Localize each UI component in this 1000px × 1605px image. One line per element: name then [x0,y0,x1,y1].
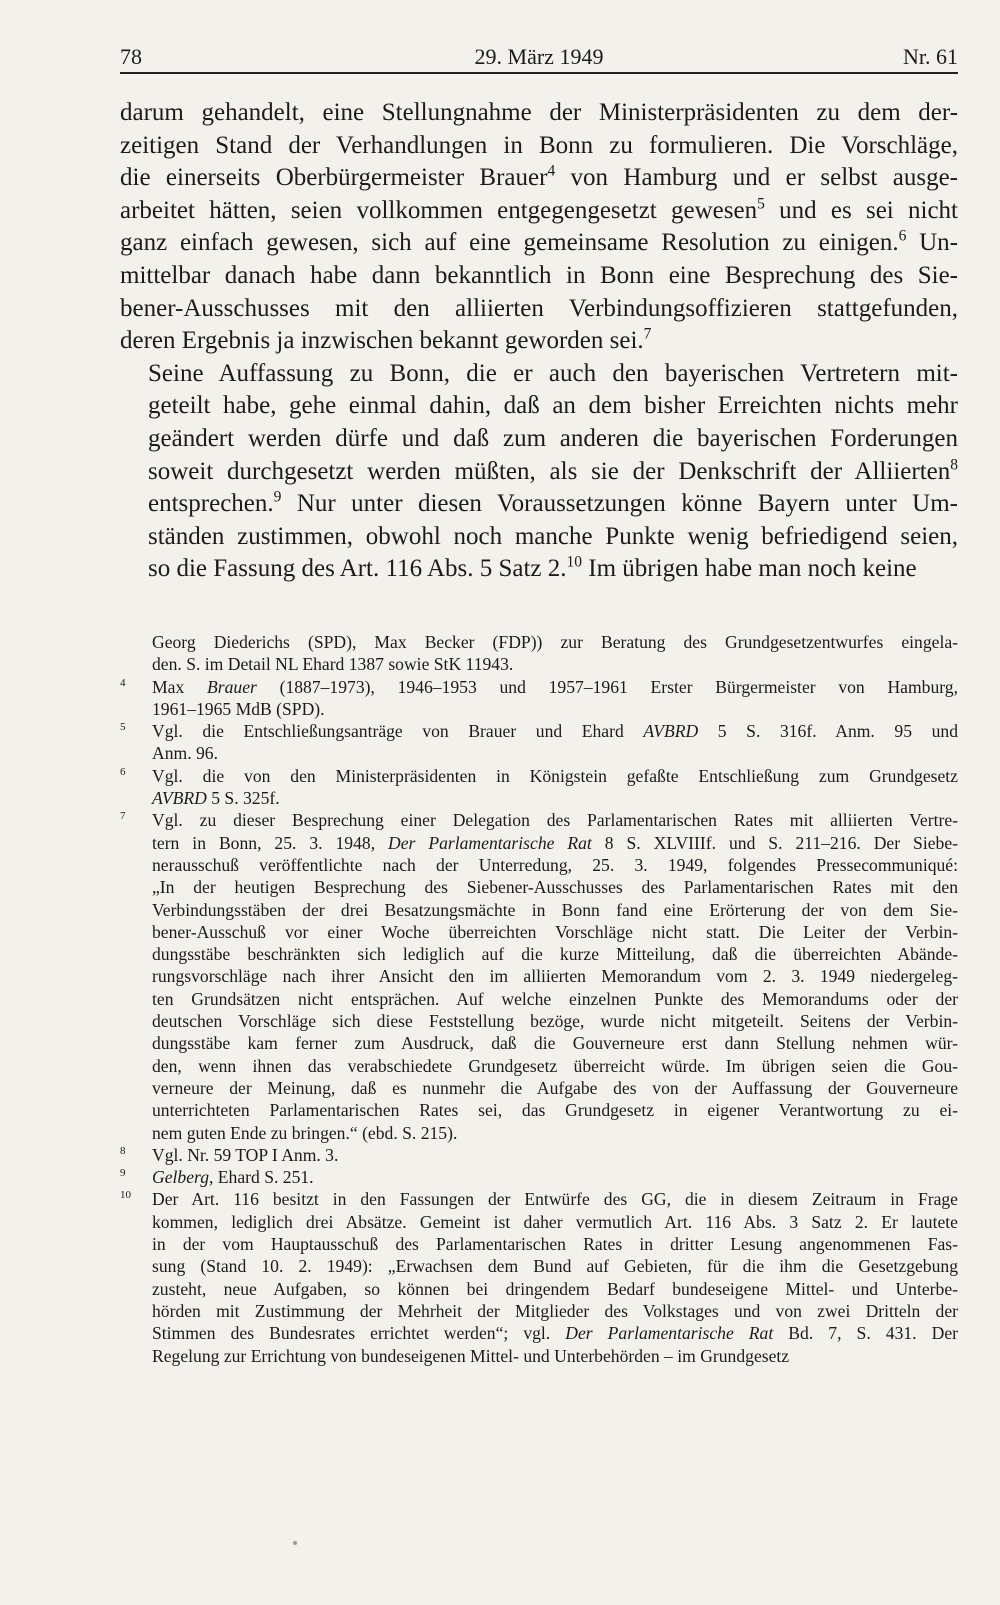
text-line: soweit durchgesetzt werden müßten, als sie der Denkschrift der Alliierten$^8$ [148,455,958,485]
italic-citation: AVBRD [152,788,207,809]
text-line: darum gehandelt, eine Stellungnahme der Ministerpräsidenten zu dem der- [120,99,958,126]
footnote-5 [120,720,958,765]
italic-citation: Der Parlamentarische Rat [388,832,592,853]
italic-citation: Der Parlamentarische Rat [565,1323,774,1344]
page-number: 78 [120,44,142,69]
header-date: 29. März 1949 [474,44,604,69]
footnote-line: deutschen Vorschläge sich diese Feststellung bezöge, wurde nicht mitgeteilt. Seitens der Verbin- [152,1011,958,1032]
text-line: ständen zustimmen, obwohl noch manche Punkte wenig befriedigend seien, [148,522,958,550]
footnote-line: rungsvorschläge nach ihrer Ansicht den im alliierten Memorandum vom 2. 3. 1949 niedergeleg- [152,966,958,987]
text-line: arbeitet hätten, seien vollkommen entgegengesetzt gewesen$^5$ und es sei nicht [120,195,958,224]
text-line: geteilt habe, gehe einmal dahin, daß an dem bisher Erreichten nichts mehr [148,392,958,420]
footnote-line: Gelberg, Ehard S. 251. [152,1167,314,1188]
footnote-line: unterrichteten Parlamentarischen Rates sei, das Grundgesetz in eigener Verantwortung zu ei- [152,1100,958,1121]
footnote-line: Vgl. die Entschließungsanträge von Brauer und Ehard AVBRD 5 S. 316f. Anm. 95 und [152,721,958,742]
footnote-line: verneure der Meinung, daß es nunmehr die Aufgabe des von der Auffassung der Gouverneure [152,1077,958,1098]
footnote-line: 1961–1965 MdB (SPD). [152,698,325,719]
italic-citation: AVBRD [643,721,699,742]
footnote-line: AVBRD 5 S. 325f. [152,788,280,809]
footnote-number: 10 [120,1189,131,1202]
footnote-line: Vgl. zu dieser Besprechung einer Delegation des Parlamentarischen Rates mit alliierten Vertre- [152,810,958,831]
footnote-number: 8 [120,1144,126,1157]
running-header [120,44,958,74]
footnote-10 [120,1188,958,1366]
paragraph-1 [120,97,958,358]
footnote-line: Anm. 96. [152,743,218,764]
footnote-8 [120,1144,958,1166]
text-line: mittelbar danach habe dann bekanntlich in Bonn eine Besprechung des Sie- [120,261,958,289]
text-line: deren Ergebnis ja inzwischen bekannt geworden sei.$^7$ [120,325,652,355]
footnote-line: sung (Stand 10. 2. 1949): „Erwachsen dem Bund auf Gebieten, für die ihm die Gesetzgebung [152,1256,958,1277]
footnote-line: den. S. im Detail NL Ehard 1387 sowie StK 11943. [152,654,514,675]
footnote-ref: 7 [643,325,652,343]
footnote-number: 5 [120,721,126,734]
footnote-line: Verbindungsstäben der drei Besatzungsmächte in Bonn fand eine Erörterung der von dem Sie- [152,899,958,920]
header-rule [120,72,958,74]
footnotes [120,631,958,1367]
paragraph-2 [120,358,958,586]
footnote-line: nem guten Ende zu bringen.“ (ebd. S. 215). [152,1122,458,1143]
footnote-line: hörden mit Zustimmung der Mehrheit der Mitglieder des Volkstages und von zwei Dritteln der [152,1300,958,1321]
footnote-4 [120,676,958,721]
text-line: die einerseits Oberbürgermeister Brauer$^4$ von Hamburg und er selbst ausge- [120,162,958,192]
footnote-line: Vgl. Nr. 59 TOP I Anm. 3. [152,1144,339,1165]
main-text [120,97,958,586]
footnote-line: kommen, lediglich drei Absätze. Gemeint ist daher vermutlich Art. 116 Abs. 3 Satz 2. Er lautete [152,1211,958,1232]
footnote-ref: 4 [547,162,556,180]
footnote-line: dungsstäbe kam ferner zum Ausdruck, daß die Gouverneure erst dann Stellung nehmen wür- [152,1033,958,1054]
footnote-line: ten Grundsätzen nicht entsprächen. Auf welche einzelnen Punkte des Memorandums oder der [152,988,958,1009]
footnote-9 [120,1166,958,1188]
footnote-ref: 6 [898,227,907,245]
text-line: Seine Auffassung zu Bonn, die er auch den bayerischen Vertretern mit- [148,359,958,387]
footnote-6 [120,765,958,810]
footnote-line: zusteht, neue Aufgaben, so können bei dringendem Bedarf bundeseigene Mittel- und Unterbe- [152,1278,958,1299]
footnote-number: 6 [120,765,126,778]
footnote-7 [120,809,958,1143]
footnote-line: in der vom Hauptausschuß des Parlamentarischen Rates in dritter Lesung angenommenen Fas- [152,1234,958,1255]
footnote-ref: 10 [566,553,583,571]
text-line: zeitigen Stand der Verhandlungen in Bonn zu formulieren. Die Vorschläge, [120,131,958,159]
footnote-line: tern in Bonn, 25. 3. 1948, Der Parlamentarische Rat 8 S. XLVIIIf. und S. 211–216. Der Siebe- [152,832,958,853]
footnote-3-continuation [120,631,958,676]
text-line: so die Fassung des Art. 116 Abs. 5 Satz 2.10 Im übrigen habe man noch keine [148,553,917,583]
text-line: geändert werden dürfe und daß zum anderen die bayerischen Forderungen [148,424,958,452]
footnote-line: bener-Ausschuß vor einer Woche überreichten Vorschläge nicht statt. Die Leiter der Verbin- [152,921,958,942]
footnote-number: 7 [120,810,126,823]
footnote-line: den, wenn ihnen das verabschiedete Grundgesetz überreicht würde. Im übrigen seien die Gou- [152,1055,958,1076]
footnote-ref: 8 [950,455,958,473]
text-line: bener-Ausschusses mit den alliierten Verbindungsoffizieren stattgefunden, [120,294,958,322]
footnote-number: 4 [120,676,126,689]
footnote-line: Regelung zur Errichtung von bundeseigenen Mittel- und Unterbehörden – im Grundgesetz [152,1345,790,1366]
footnote-line: Georg Diederichs (SPD), Max Becker (FDP)) zur Beratung des Grundgesetzentwurfes eingela- [152,632,958,652]
footnote-number: 9 [120,1167,126,1180]
footnote-line: Der Art. 116 besitzt in den Fassungen der Entwürfe des GG, die in diesem Zeitraum in Frage [152,1189,958,1210]
document-number: Nr. 61 [903,44,958,69]
italic-citation: Brauer [207,676,257,697]
footnote-ref: 5 [757,195,765,213]
text-line: entsprechen.$^9$ Nur unter diesen Voraussetzungen könne Bayern unter Um- [148,488,958,518]
text-line: ganz einfach gewesen, sich auf eine gemeinsame Resolution zu einigen.$^6$ Un- [120,227,958,257]
print-speck [293,1541,297,1545]
footnote-line: Vgl. die von den Ministerpräsidenten in Königstein gefaßte Entschließung zum Grundgesetz [152,765,958,786]
footnote-line: Stimmen des Bundesrates errichtet werden“; vgl. Der Parlamentarische Rat Bd. 7, S. 431. Der [152,1323,958,1344]
italic-citation: Gelberg [152,1167,209,1188]
footnote-ref: 9 [273,488,282,506]
footnote-line: Max Brauer (1887–1973), 1946–1953 und 1957–1961 Erster Bürgermeister von Hamburg, [152,676,958,697]
footnote-line: dungsstäbe beschränkten sich lediglich auf die kurze Mitteilung, daß die überreichten Abände- [152,944,958,965]
footnote-line: nerausschuß veröffentlichte nach der Unterredung, 25. 3. 1949, folgendes Pressecommuniqué: [152,854,958,875]
footnote-line: „In der heutigen Besprechung des Siebener-Ausschusses des Parlamentarischen Rates mit den [152,877,958,898]
